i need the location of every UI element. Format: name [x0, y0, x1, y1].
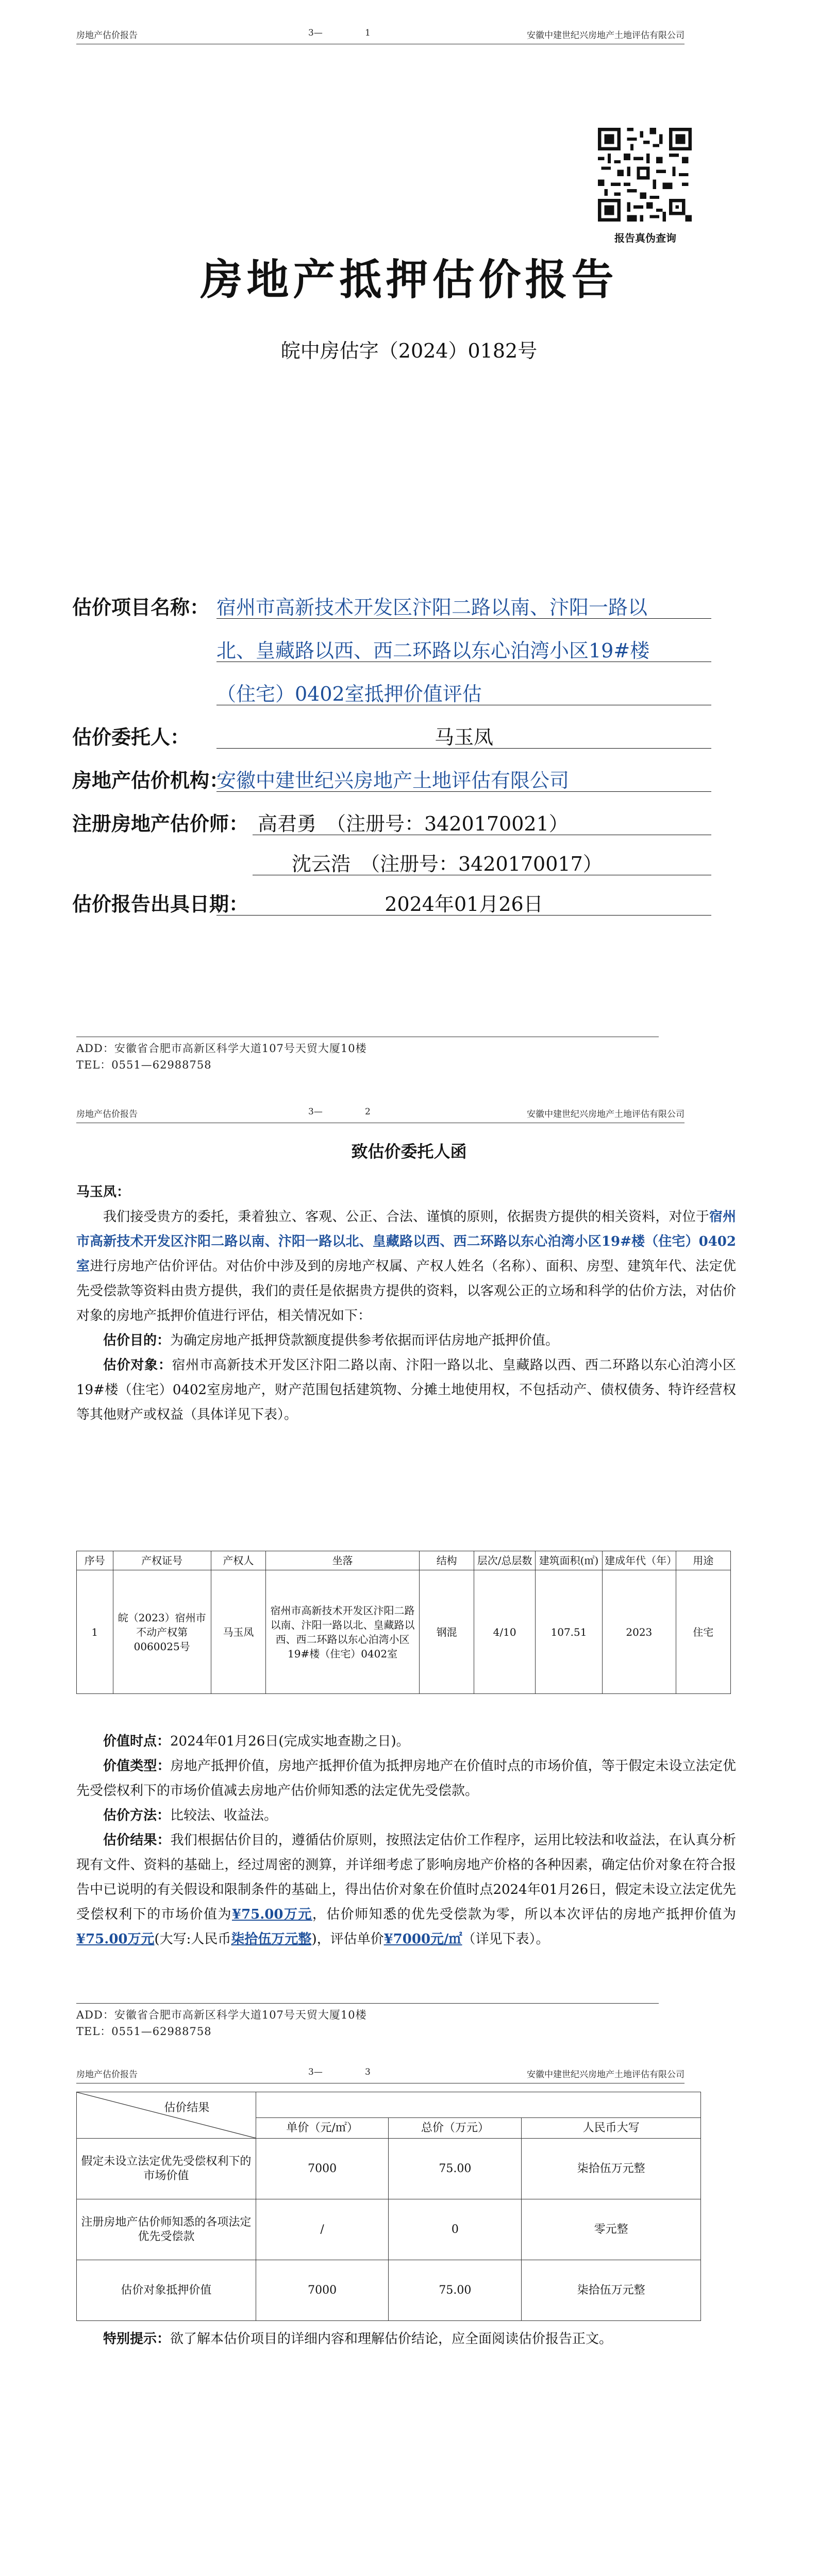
paragraph-purpose: 估价目的：为确定房地产抵押贷款额度提供参考依据而评估房地产抵押价值。	[103, 1333, 559, 1348]
project-line-1: 宿州市高新技术开发区汴阳二路以南、汴阳一路以	[216, 596, 648, 619]
header-middle: 3—	[308, 28, 323, 38]
letter-body	[76, 1180, 736, 1427]
appraiser-2: 沈云浩 （注册号：3420170017）	[292, 853, 603, 875]
appraiser-1: 高君勇 （注册号：3420170021）	[258, 812, 569, 835]
client-value: 马玉凤	[434, 726, 493, 749]
report-title: 房地产抵押估价报告	[200, 255, 618, 304]
table-row: 注册房地产估价师知悉的各项法定优先受偿款 / 0 零元整	[77, 2199, 701, 2260]
footer-page-2: ADD：安徽省合肥市高新区科学大道107号天贸大厦10楼 TEL：0551—62988758	[76, 2003, 659, 2040]
header-page-number: 3	[365, 2067, 371, 2077]
paragraph-date: 价值时点：2024年01月26日(完成实地查勘之日)。	[103, 1734, 410, 1749]
salutation: 马玉凤：	[76, 1184, 130, 1200]
table-header-row: 序号 产权证号 产权人 坐落 结构 层次/总层数 建筑面积(㎡) 建成年代（年） 用途	[77, 1551, 731, 1570]
qr-caption: 报告真伪查询	[614, 232, 676, 244]
footer-address: ADD：安徽省合肥市高新区科学大道107号天贸大厦10楼	[76, 1042, 367, 1055]
letter-body-2	[76, 1729, 736, 1952]
qr-code-icon[interactable]	[598, 128, 692, 222]
table-row: 估价对象抵押价值 7000 75.00 柒拾伍万元整	[77, 2260, 701, 2321]
paragraph-object: 估价对象：宿州市高新技术开发区汴阳二路以南、汴阳一路以北、皇藏路以西、西二环路以东心泊湾小区19#楼（住宅）0402室房地产，财产范围包括建筑物、分摊土地使用权，不包括动产、债权债务、特许经营权等其他财产或权益（具体详见下表）。	[76, 1358, 736, 1422]
letter-title: 致估价委托人函	[351, 1142, 467, 1161]
document-number: 皖中房估字（2024）0182号	[280, 340, 538, 362]
project-label: 估价项目名称：	[72, 596, 210, 619]
appraiser-label: 注册房地产估价师：	[72, 812, 249, 835]
header-page-number: 1	[365, 28, 371, 38]
date-value: 2024年01月26日	[385, 893, 543, 916]
page-header: 房地产估价报告 3— 2 安徽中建世纪兴房地产土地评估有限公司	[76, 1103, 685, 1123]
project-line-2: 北、皇藏路以西、西二环路以东心泊湾小区19#楼	[216, 639, 650, 662]
paragraph-intro: 我们接受贵方的委托，秉着独立、客观、公正、合法、谨慎的原则，依据贵方提供的相关资料，对位于宿州市高新技术开发区汴阳二路以南、汴阳一路以北、皇藏路以西、西二环路以东心泊湾小区19#楼（住宅）0402室进行房地产估价评估。对估价中涉及到的房地产权属、产权人姓名（名称）、面积、房型、建筑年代、法定优先受偿款等资料由贵方提供，我们的责任是依据贵方提供的资料，以客观公正的立场和科学的估价方法，对估价对象的房地产抵押价值进行评估，相关情况如下：	[76, 1209, 736, 1324]
paragraph-result: 估价结果：我们根据估价目的，遵循估价原则，按照法定估价工作程序，运用比较法和收益法，在认真分析现有文件、资料的基础上，经过周密的测算，并详细考虑了影响房地产价格的各种因素，确定估价对象在符合报告中已说明的有关假设和限制条件的基础上，得出估价对象在价值时点2024年01月26日，假定未设立法定优先受偿权利下的市场价值为¥75.00万元，估价师知悉的优先受偿款为零，所以本次评估的房地产抵押价值为¥75.00万元(大写:人民币柒拾伍万元整)，评估单价¥7000元/㎡（详见下表）。	[76, 1833, 736, 1947]
header-right: 安徽中建世纪兴房地产土地评估有限公司	[527, 30, 685, 41]
footer-tel: TEL：0551—62988758	[76, 1059, 212, 1071]
diagonal-header-cell: 估价结果	[77, 2092, 256, 2139]
paragraph-method: 估价方法：比较法、收益法。	[103, 1808, 278, 1823]
client-label: 估价委托人：	[72, 725, 190, 749]
institution-value: 安徽中建世纪兴房地产土地评估有限公司	[216, 769, 570, 792]
special-note: 特别提示：欲了解本估价项目的详细内容和理解估价结论，应全面阅读估价报告正文。	[103, 2331, 613, 2347]
page-header: 房地产估价报告 3— 3 安徽中建世纪兴房地产土地评估有限公司	[76, 2063, 685, 2083]
page-header	[76, 24, 685, 44]
results-table: 估价结果 单价（元/㎡） 总价（万元） 人民币大写 假定未设立法定优先受偿权利下的市场价值 7000 75.00 柒拾伍万元整 注册房地产估价师知悉的各项法定优先受偿款 / 0 零元整 估价对象抵押价值 7000 75.00 柒拾伍万元整	[76, 2092, 701, 2321]
project-line-3: （住宅）0402室抵押价值评估	[216, 683, 482, 705]
header-page-number: 2	[365, 1107, 371, 1117]
date-label: 估价报告出具日期：	[72, 892, 249, 916]
property-table	[76, 1551, 731, 1694]
paragraph-type: 价值类型：房地产抵押价值，房地产抵押价值为抵押房地产在价值时点的市场价值，等于假定未设立法定优先受偿权利下的市场价值减去房地产估价师知悉的法定优先受偿款。	[76, 1758, 736, 1799]
header-left: 房地产估价报告	[76, 30, 138, 41]
footer-page-1	[76, 1037, 659, 1073]
table-row: 假定未设立法定优先受偿权利下的市场价值 7000 75.00 柒拾伍万元整	[77, 2139, 701, 2199]
institution-label: 房地产估价机构：	[72, 769, 229, 792]
table-row: 1 皖（2023）宿州市不动产权第0060025号 马玉凤 宿州市高新技术开发区汴阳二路以南、汴阳一路以北、皇藏路以西、西二环路以东心泊湾小区19#楼（住宅）0402室 钢混 4/10 107.51 2023 住宅	[77, 1570, 731, 1694]
